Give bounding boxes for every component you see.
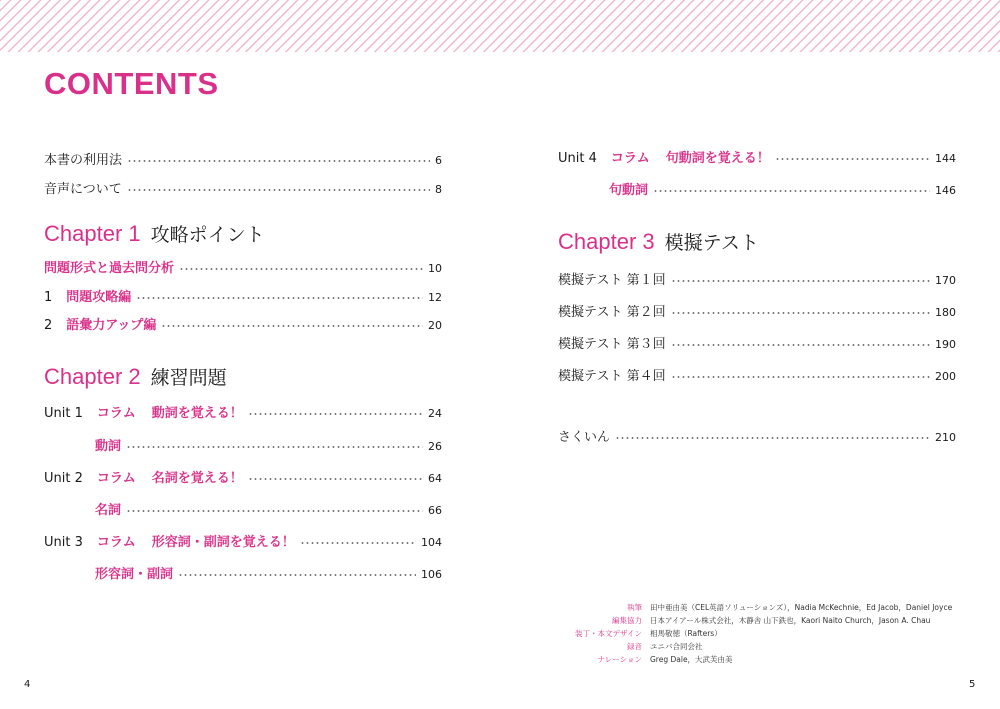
leader-dots <box>248 412 423 416</box>
toc-entry-mock-test-1[interactable] <box>558 273 956 289</box>
unit-label: Unit 2 <box>44 471 83 486</box>
toc-page-number: 24 <box>428 407 442 420</box>
chapter-number: Chapter 1 <box>44 221 141 246</box>
toc-page-number: 144 <box>935 152 956 165</box>
leader-dots <box>615 436 930 440</box>
toc-entry-unit-4-sub[interactable] <box>609 183 956 199</box>
credit-role: 執筆 <box>627 603 642 612</box>
column-label: コラム <box>96 406 136 421</box>
toc-entry-label: 問題攻略編 <box>66 290 132 305</box>
toc-page-number: 190 <box>935 338 956 351</box>
toc-entry-label: 模擬テスト 第１回 <box>558 273 666 288</box>
toc-entry-label: 模擬テスト 第３回 <box>558 337 666 352</box>
leader-dots <box>126 445 423 449</box>
unit-label: Unit 4 <box>558 151 597 166</box>
toc-page-number: 64 <box>428 472 442 485</box>
toc-entry-label: 問題形式と過去問分析 <box>44 261 175 276</box>
toc-entry-label: 動詞を覚える！ <box>151 406 243 421</box>
toc-page-number: 180 <box>935 306 956 319</box>
leader-dots <box>136 296 423 300</box>
toc-entry-label: 名詞を覚える！ <box>151 471 243 486</box>
toc-entry-label: 形容詞・副詞 <box>95 567 174 582</box>
leader-dots <box>671 375 930 379</box>
credit-role: 編集協力 <box>612 616 642 625</box>
credit-role: 録音 <box>627 642 642 651</box>
toc-entry-label: 句動詞を覚える！ <box>665 151 770 166</box>
toc-item-number: 1 <box>44 290 53 305</box>
leader-dots <box>161 324 423 328</box>
chapter-number: Chapter 3 <box>558 229 655 254</box>
leader-dots <box>300 541 416 545</box>
toc-page-number: 66 <box>428 504 442 517</box>
chapter-3-heading[interactable] <box>558 228 759 255</box>
toc-entry-audio[interactable] <box>44 182 442 198</box>
credit-names: 田中亜由美（CEL英語ソリューションズ），Nadia McKechnie，Ed Jacob，Daniel Joyce <box>650 603 953 612</box>
toc-entry-label: 語彙力アップ編 <box>66 318 157 333</box>
toc-entry-usage[interactable] <box>44 153 442 169</box>
toc-entry-problem-strategy[interactable] <box>44 290 442 306</box>
toc-page-number: 146 <box>935 184 956 197</box>
toc-page-number: 106 <box>421 568 442 581</box>
toc-entry-unit-1-sub[interactable] <box>95 439 442 455</box>
toc-page-number: 210 <box>935 431 956 444</box>
page-number-left: 4 <box>24 679 31 690</box>
leader-dots <box>653 189 930 193</box>
column-label: コラム <box>96 535 136 550</box>
credit-row <box>540 640 952 653</box>
toc-page-number: 26 <box>428 440 442 453</box>
credit-role: ナレーション <box>597 655 642 664</box>
leader-dots <box>248 477 423 481</box>
toc-page-number: 20 <box>428 319 442 332</box>
contents-title: CONTENTS <box>44 66 219 101</box>
leader-dots <box>178 573 416 577</box>
page-number-right: 5 <box>969 679 976 690</box>
toc-page-number: 200 <box>935 370 956 383</box>
toc-page-number: 170 <box>935 274 956 287</box>
credit-row <box>540 627 952 640</box>
credit-role: 装丁・本文デザイン <box>575 629 642 638</box>
toc-entry-label: 模擬テスト 第４回 <box>558 369 666 384</box>
toc-entry-unit-4-column[interactable] <box>558 151 956 167</box>
toc-entry-unit-1-column[interactable] <box>44 406 442 422</box>
toc-entry-mock-test-2[interactable] <box>558 305 956 321</box>
credits-block <box>540 601 952 666</box>
toc-entry-unit-3-column[interactable] <box>44 535 442 551</box>
toc-entry-label: 動詞 <box>95 439 122 454</box>
toc-entry-unit-3-sub[interactable] <box>95 567 442 583</box>
credit-row <box>540 653 952 666</box>
leader-dots <box>179 267 423 271</box>
toc-page-number: 104 <box>421 536 442 549</box>
toc-entry-label: 名詞 <box>95 503 122 518</box>
column-label: コラム <box>610 151 650 166</box>
toc-item-number: 2 <box>44 318 53 333</box>
toc-entry-index[interactable] <box>558 430 956 446</box>
leader-dots <box>671 343 930 347</box>
leader-dots <box>671 279 930 283</box>
credit-names: ユニバ合同会社 <box>650 642 703 651</box>
leader-dots <box>127 188 430 192</box>
chapter-2-heading[interactable] <box>44 363 227 390</box>
toc-entry-unit-2-sub[interactable] <box>95 503 442 519</box>
unit-label: Unit 3 <box>44 535 83 550</box>
credit-names: 日本アイアール株式会社，木静舎 山下鉄也，Kaori Naito Church，Jason A. Chau <box>650 616 931 625</box>
chapter-1-heading[interactable] <box>44 220 265 247</box>
toc-page-number: 10 <box>428 262 442 275</box>
toc-page-number: 8 <box>435 183 442 196</box>
header-stripe-band <box>0 0 1000 52</box>
credit-names: 相馬敬徳（Rafters） <box>650 629 722 638</box>
chapter-title: 模擬テスト <box>664 232 759 254</box>
toc-entry-label: さくいん <box>558 430 611 445</box>
chapter-number: Chapter 2 <box>44 364 141 389</box>
toc-entry-vocab-up[interactable] <box>44 318 442 334</box>
chapter-title: 練習問題 <box>150 367 227 389</box>
toc-entry-format-analysis[interactable] <box>44 261 442 277</box>
unit-label: Unit 1 <box>44 406 83 421</box>
leader-dots <box>671 311 930 315</box>
toc-page-number: 12 <box>428 291 442 304</box>
toc-entry-unit-2-column[interactable] <box>44 471 442 487</box>
leader-dots <box>126 509 423 513</box>
toc-entry-label: 本書の利用法 <box>44 153 123 168</box>
credit-row <box>540 601 952 614</box>
leader-dots <box>127 159 430 163</box>
toc-entry-label: 音声について <box>44 182 122 197</box>
toc-page-number: 6 <box>435 154 442 167</box>
toc-entry-mock-test-3[interactable] <box>558 337 956 353</box>
toc-entry-label: 模擬テスト 第２回 <box>558 305 666 320</box>
credit-names: Greg Dale，大武芙由美 <box>650 655 733 664</box>
credit-row <box>540 614 952 627</box>
chapter-title: 攻略ポイント <box>150 224 265 246</box>
toc-entry-label: 句動詞 <box>609 183 649 198</box>
toc-entry-mock-test-4[interactable] <box>558 369 956 385</box>
column-label: コラム <box>96 471 136 486</box>
leader-dots <box>775 157 930 161</box>
toc-entry-label: 形容詞・副詞を覚える！ <box>151 535 295 550</box>
